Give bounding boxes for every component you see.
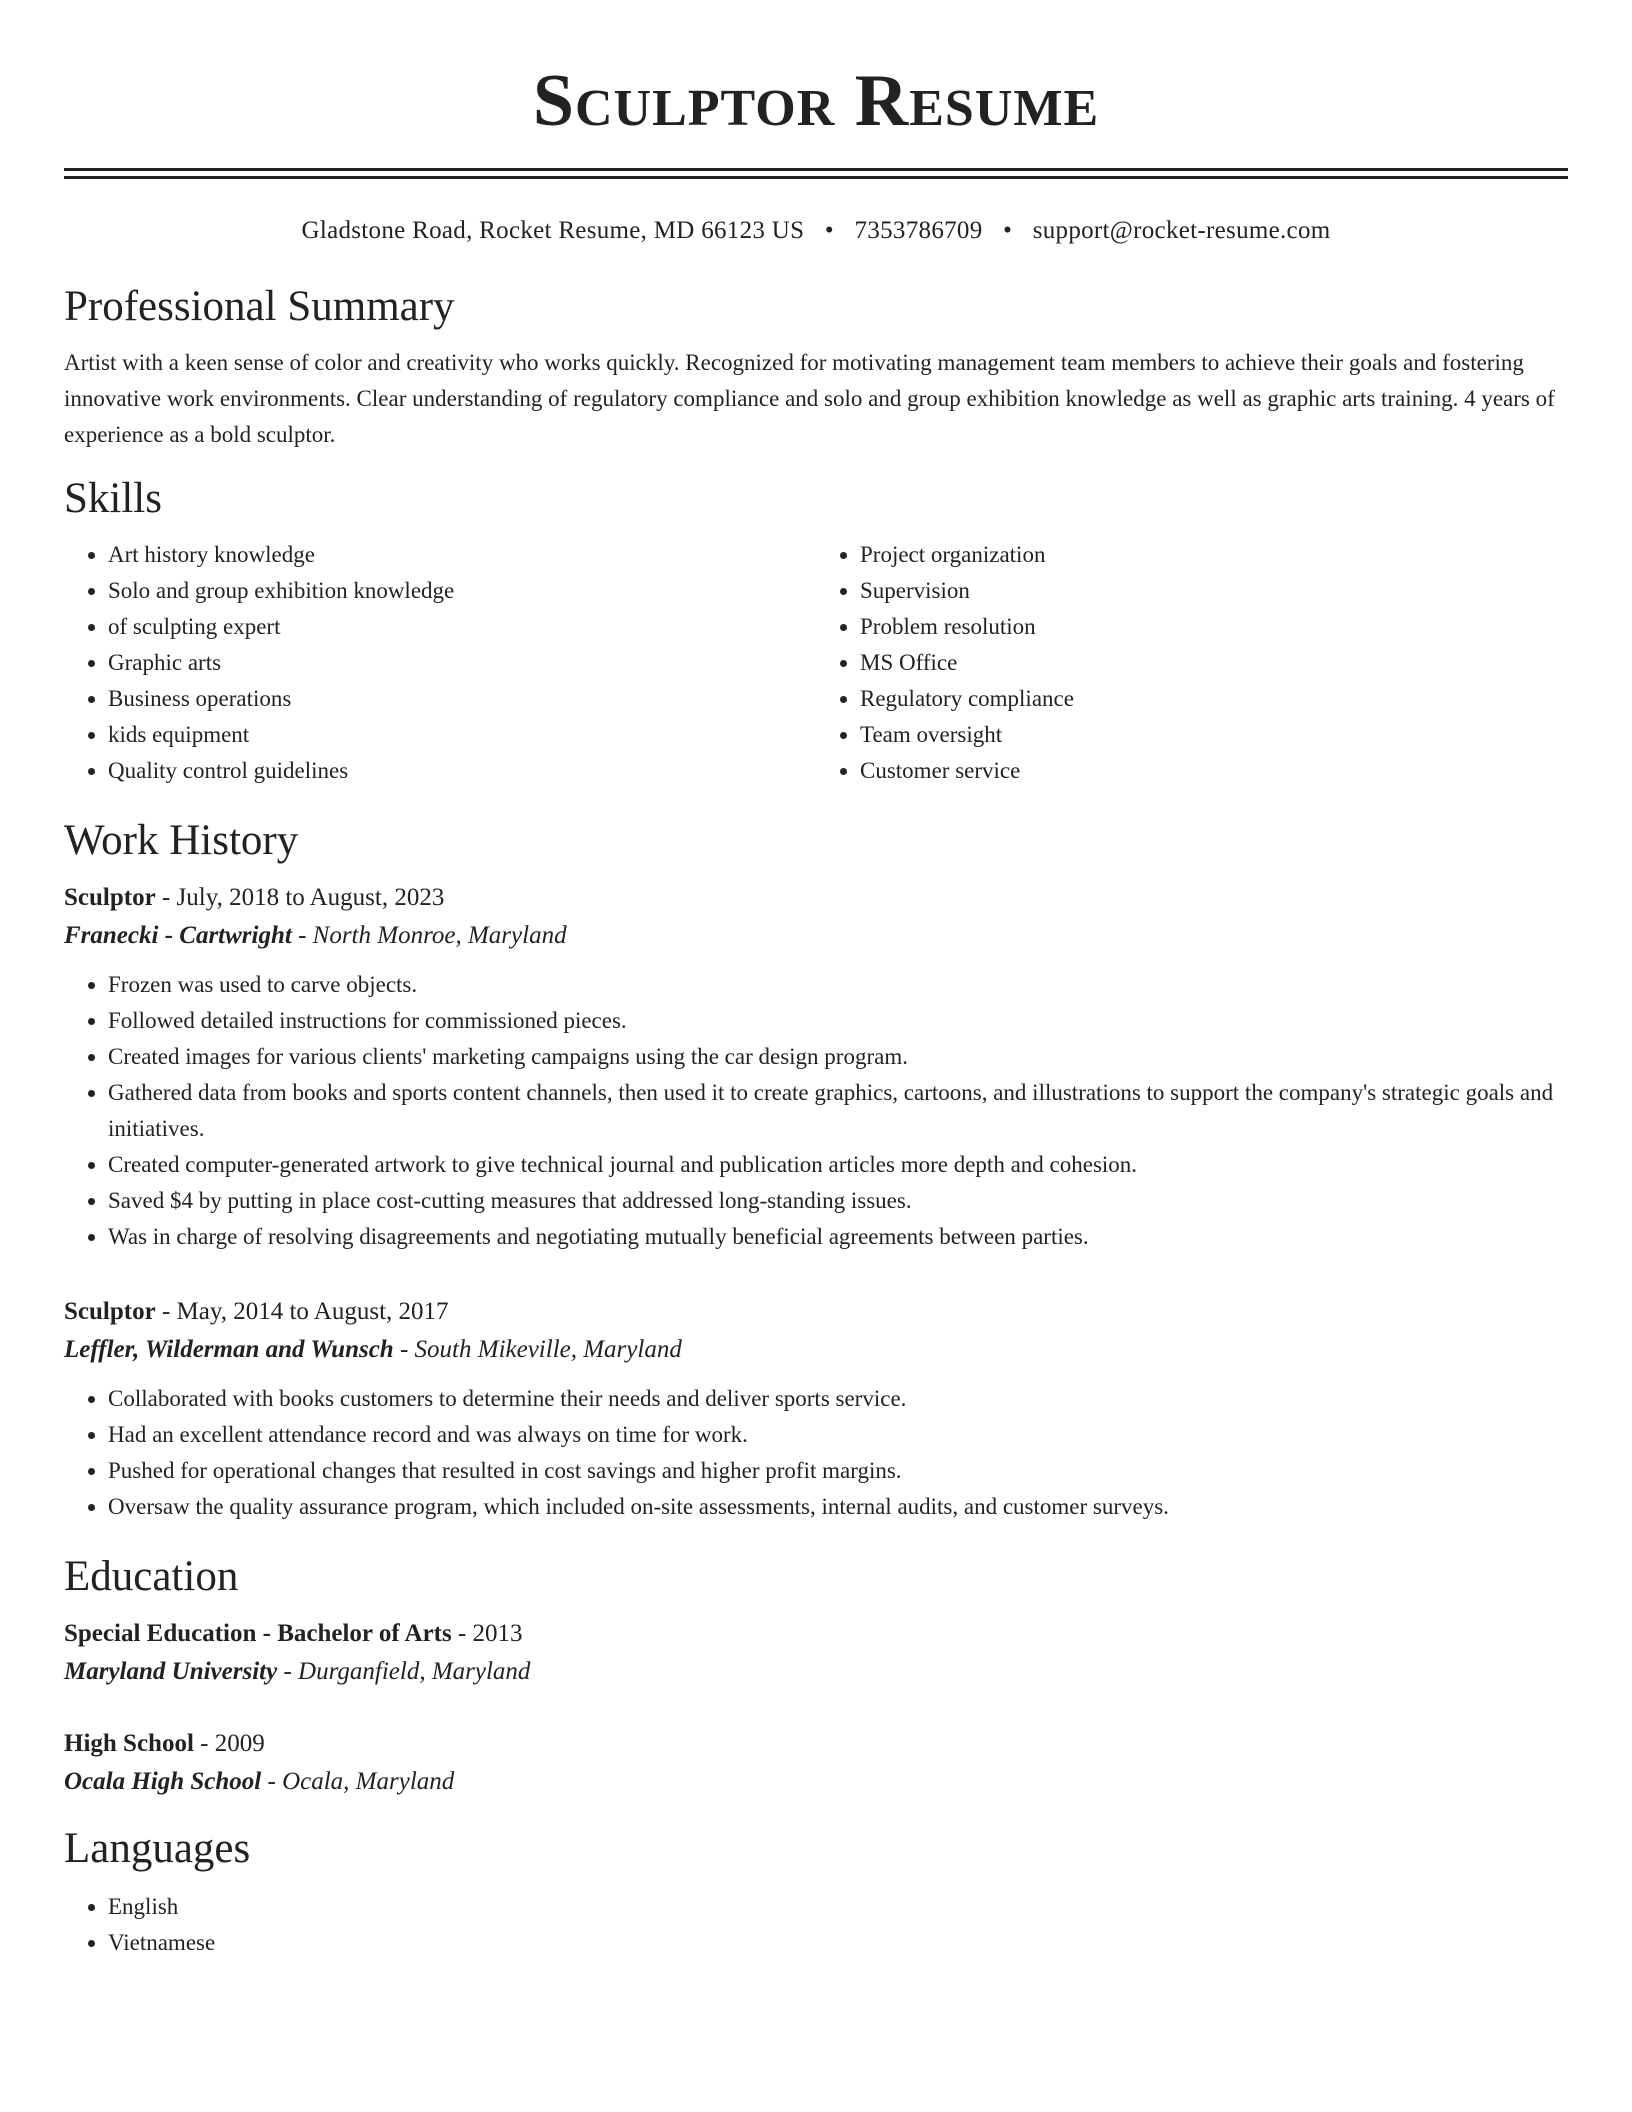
job-location: - South Mikeville, Maryland [393, 1336, 682, 1363]
education-school-line [64, 1763, 1568, 1801]
summary-text: Artist with a keen sense of color and creativity who works quickly. Recognized for motivating management team members to achieve their goals and fostering innovative work environments. Clear understanding of regulatory compliance and solo and group exhibition knowledge as well as graphic arts training. 4 years of experience as a bold sculptor. [64, 350, 1555, 447]
work-history-heading: Work History [64, 817, 299, 864]
contact-separator: • [824, 217, 834, 244]
skills-columns [64, 537, 1568, 789]
skill-item: • Supervision [860, 573, 1568, 609]
resume-title: Sculptor Resume [532, 60, 1100, 142]
job-company: Leffler, Wilderman and Wunsch [64, 1336, 394, 1363]
education-degree: Special Education - Bachelor of Arts [64, 1620, 452, 1647]
job-bullet: • Frozen was used to carve objects. [108, 967, 1568, 1003]
skill-item: • Problem resolution [860, 609, 1568, 645]
languages-heading: Languages [64, 1825, 251, 1872]
job-bullet: • Followed detailed instructions for commissioned pieces. [108, 1003, 1568, 1039]
job-dates: - May, 2014 to August, 2017 [155, 1298, 449, 1325]
job-bullet: • Created images for various clients' marketing campaigns using the car design program. [108, 1039, 1568, 1075]
job-bullet-list [64, 1381, 1568, 1525]
education-school-line [64, 1653, 1568, 1691]
contact-phone: 7353786709 [854, 217, 983, 244]
skills-right-list [816, 537, 1568, 789]
education-location: - Durganfield, Maryland [277, 1658, 531, 1685]
education-section [64, 1551, 1568, 1801]
skill-item: • Business operations [108, 681, 816, 717]
job-company: Franecki - Cartwright [64, 922, 292, 949]
skill-item: • Solo and group exhibition knowledge [108, 573, 816, 609]
skill-item: • Regulatory compliance [860, 681, 1568, 717]
education-year: - 2013 [451, 1620, 523, 1647]
languages-list [64, 1889, 1568, 1961]
summary-section [64, 281, 1568, 453]
skills-section [64, 473, 1568, 789]
job-title: Sculptor [64, 884, 156, 911]
education-heading: Education [64, 1553, 239, 1600]
job-entry [64, 879, 1568, 1255]
education-entry [64, 1725, 1568, 1801]
contact-line [64, 215, 1568, 247]
skill-item: • Customer service [860, 753, 1568, 789]
skills-left-list [64, 537, 816, 789]
job-bullet: • Pushed for operational changes that resulted in cost savings and higher profit margins. [108, 1453, 1568, 1489]
job-bullet: • Created computer-generated artwork to give technical journal and publication articles more depth and cohesion. [108, 1147, 1568, 1183]
education-location: - Ocala, Maryland [261, 1768, 455, 1795]
job-bullet: • Oversaw the quality assurance program, which included on-site assessments, internal audits, and customer surveys. [108, 1489, 1568, 1525]
job-bullet: • Had an excellent attendance record and was always on time for work. [108, 1417, 1568, 1453]
skill-item: • Quality control guidelines [108, 753, 816, 789]
job-dates: - July, 2018 to August, 2023 [155, 884, 445, 911]
education-year: - 2009 [193, 1730, 265, 1757]
skill-item: • kids equipment [108, 717, 816, 753]
skill-item: • of sculpting expert [108, 609, 816, 645]
job-company-line [64, 1331, 1568, 1369]
skill-item: • MS Office [860, 645, 1568, 681]
language-item: • Vietnamese [108, 1925, 1568, 1961]
skills-heading: Skills [64, 475, 162, 522]
job-bullet: • Collaborated with books customers to determine their needs and deliver sports service. [108, 1381, 1568, 1417]
skill-item: • Team oversight [860, 717, 1568, 753]
contact-separator: • [1003, 217, 1013, 244]
skill-item: • Art history knowledge [108, 537, 816, 573]
languages-section [64, 1823, 1568, 1961]
education-degree-line [64, 1615, 1568, 1653]
contact-email: support@rocket-resume.com [1032, 217, 1331, 244]
summary-heading: Professional Summary [64, 283, 455, 330]
work-history-section [64, 815, 1568, 1525]
contact-address: Gladstone Road, Rocket Resume, MD 66123 US [301, 217, 805, 244]
job-company-line [64, 917, 1568, 955]
education-entry [64, 1615, 1568, 1691]
job-title-line [64, 879, 1568, 917]
title-double-rule [64, 168, 1568, 179]
job-title: Sculptor [64, 1298, 156, 1325]
education-degree: High School [64, 1730, 194, 1757]
education-school: Maryland University [64, 1658, 278, 1685]
job-bullet-list [64, 967, 1568, 1255]
education-degree-line [64, 1725, 1568, 1763]
job-location: - North Monroe, Maryland [291, 922, 567, 949]
language-item: • English [108, 1889, 1568, 1925]
job-entry [64, 1293, 1568, 1525]
job-title-line [64, 1293, 1568, 1331]
job-bullet: • Saved $4 by putting in place cost-cutting measures that addressed long-standing issues. [108, 1183, 1568, 1219]
job-bullet: • Was in charge of resolving disagreements and negotiating mutually beneficial agreements between parties. [108, 1219, 1568, 1255]
skill-item: • Graphic arts [108, 645, 816, 681]
job-bullet: • Gathered data from books and sports content channels, then used it to create graphics, cartoons, and illustrations to support the company's strategic goals and initiatives. [108, 1075, 1568, 1147]
skill-item: • Project organization [860, 537, 1568, 573]
education-school: Ocala High School [64, 1768, 262, 1795]
